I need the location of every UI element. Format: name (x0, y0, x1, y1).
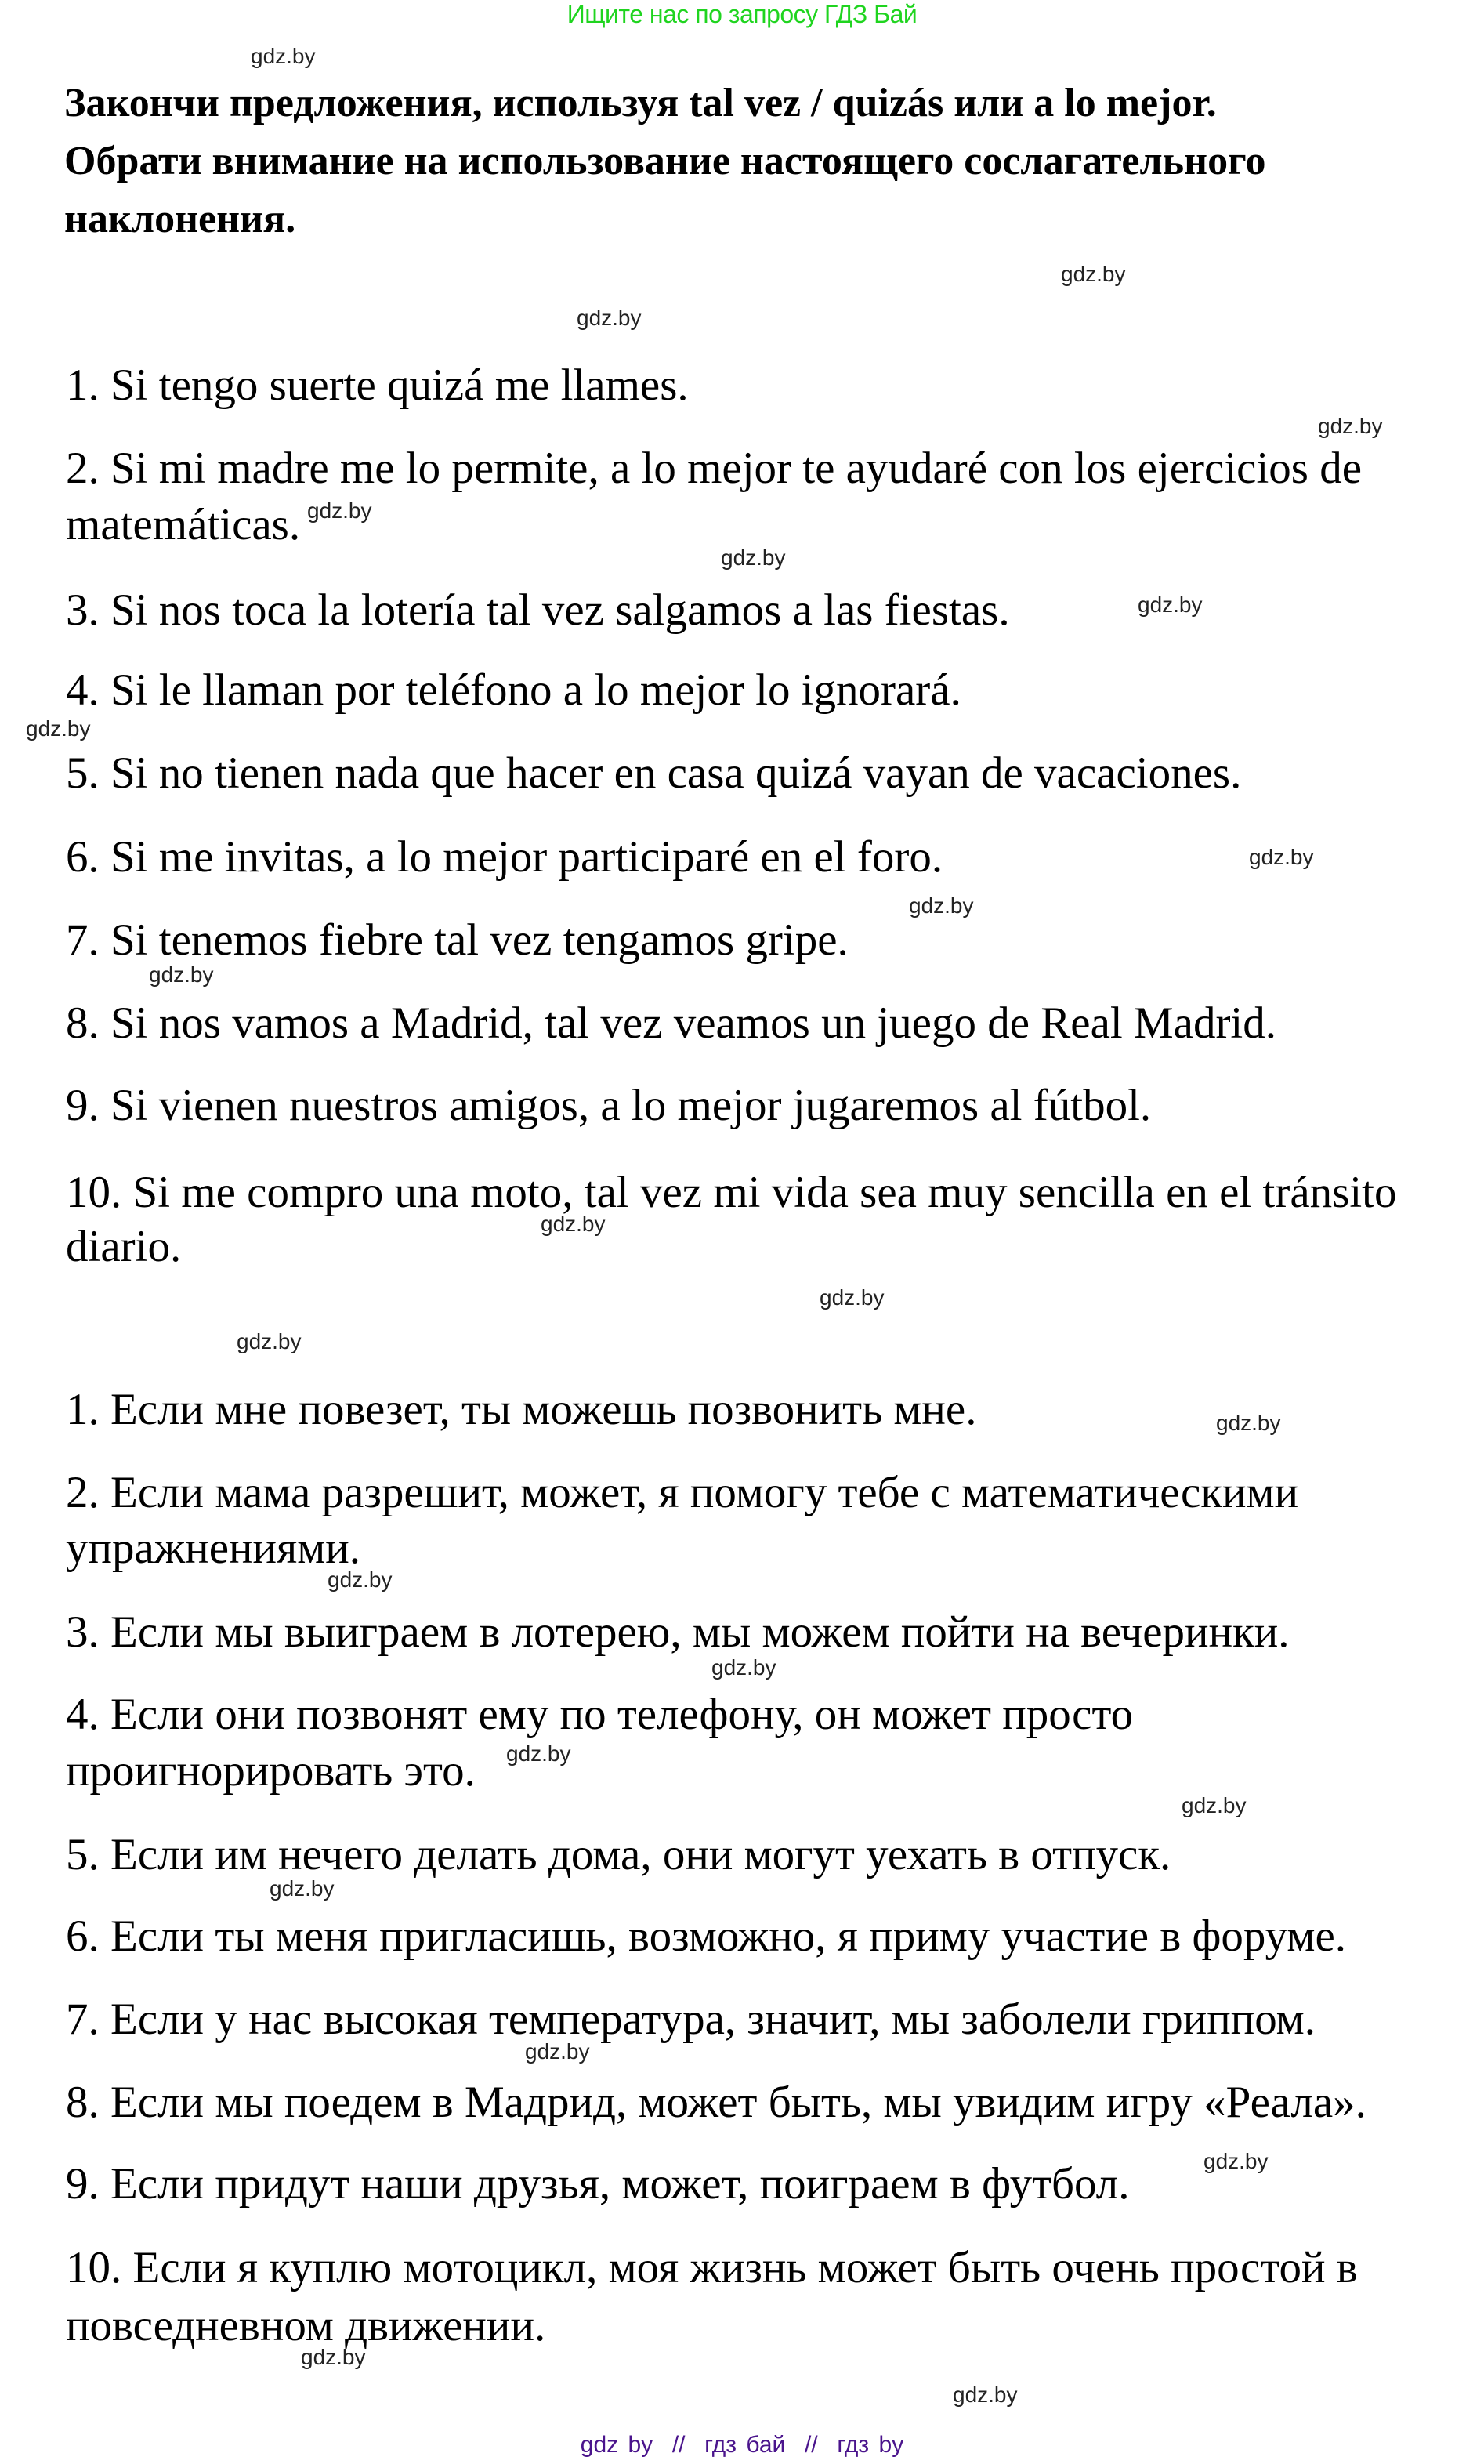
russian-translation-9: 9. Если придут наши друзья, может, поиграем в футбол. (66, 2159, 1130, 2209)
task-title-line-2: Обрати внимание на использование настоящего сослагательного (64, 139, 1266, 183)
watermark: gdz.by (1318, 414, 1383, 438)
russian-translation-7: 7. Если у нас высокая температура, значит, мы заболели гриппом. (66, 1995, 1316, 2044)
watermark: gdz.by (237, 1329, 302, 1353)
watermark: gdz.by (26, 716, 91, 741)
watermark: gdz.by (577, 306, 642, 330)
footer-links: gdz by // гдз бай // гдз by (580, 2432, 904, 2458)
russian-translation-8: 8. Если мы поедем в Мадрид, может быть, мы увидим игру «Реала». (66, 2078, 1366, 2127)
watermark: gdz.by (1061, 262, 1126, 286)
watermark: gdz.by (328, 1567, 393, 1592)
spanish-answer-9: 9. Si vienen nuestros amigos, a lo mejor jugaremos al fútbol. (66, 1081, 1152, 1130)
watermark: gdz.by (953, 2382, 1018, 2407)
russian-translation-4-cont: проигнорировать это. (66, 1746, 476, 1795)
watermark: gdz.by (541, 1212, 606, 1236)
watermark: gdz.by (307, 498, 372, 523)
watermark: gdz.by (149, 962, 214, 987)
russian-translation-2: 2. Если мама разрешит, может, я помогу тебе с математическими (66, 1468, 1299, 1517)
watermark: gdz.by (1216, 1411, 1281, 1435)
watermark: gdz.by (506, 1741, 571, 1766)
spanish-answer-10-cont: diario. (66, 1222, 182, 1271)
spanish-answer-6: 6. Si me invitas, a lo mejor participaré en el foro. (66, 832, 943, 882)
spanish-answer-2-cont: matemáticas. (66, 500, 301, 549)
watermark: gdz.by (721, 545, 786, 570)
spanish-answer-1: 1. Si tengo suerte quizá me llames. (66, 361, 689, 410)
watermark: gdz.by (820, 1285, 885, 1310)
spanish-answer-10: 10. Si me compro una moto, tal vez mi vida sea muy sencilla en el tránsito (66, 1168, 1397, 1217)
task-title-line-3: наклонения. (64, 197, 296, 241)
spanish-answer-5: 5. Si no tienen nada que hacer en casa quizá vayan de vacaciones. (66, 748, 1242, 798)
spanish-answer-7: 7. Si tenemos fiebre tal vez tengamos gripe. (66, 915, 849, 965)
russian-translation-10-cont: повседневном движении. (66, 2301, 546, 2350)
watermark: gdz.by (909, 893, 974, 918)
task-title-line-1: Закончи предложения, используя tal vez / quizás или a lo mejor. (64, 81, 1217, 125)
russian-translation-6: 6. Если ты меня пригласишь, возможно, я приму участие в форуме. (66, 1911, 1347, 1961)
spanish-answer-4: 4. Si le llaman por teléfono a lo mejor lo ignorará. (66, 665, 961, 715)
watermark: gdz.by (301, 2345, 366, 2369)
watermark: gdz.by (1138, 592, 1203, 617)
russian-translation-1: 1. Если мне повезет, ты можешь позвонить мне. (66, 1385, 977, 1434)
watermark: gdz.by (251, 44, 316, 68)
watermark: gdz.by (270, 1876, 335, 1901)
russian-translation-2-cont: упражнениями. (66, 1524, 361, 1573)
watermark: gdz.by (1182, 1793, 1247, 1817)
watermark: gdz.by (1249, 845, 1314, 869)
russian-translation-3: 3. Если мы выиграем в лотерею, мы можем пойти на вечеринки. (66, 1607, 1290, 1657)
spanish-answer-8: 8. Si nos vamos a Madrid, tal vez veamos un juego de Real Madrid. (66, 998, 1277, 1048)
spanish-answer-2: 2. Si mi madre me lo permite, a lo mejor te ayudaré con los ejercicios de (66, 444, 1363, 493)
russian-translation-5: 5. Если им нечего делать дома, они могут уехать в отпуск. (66, 1830, 1171, 1879)
watermark: gdz.by (711, 1655, 776, 1680)
russian-translation-4: 4. Если они позвонят ему по телефону, он может просто (66, 1690, 1134, 1739)
watermark: gdz.by (525, 2039, 590, 2064)
russian-translation-10: 10. Если я куплю мотоцикл, моя жизнь может быть очень простой в (66, 2243, 1358, 2292)
watermark: gdz.by (1203, 2149, 1269, 2173)
search-banner: Ищите нас по запросу ГДЗ Бай (566, 0, 918, 28)
spanish-answer-3: 3. Si nos toca la lotería tal vez salgamos a las fiestas. (66, 585, 1010, 635)
